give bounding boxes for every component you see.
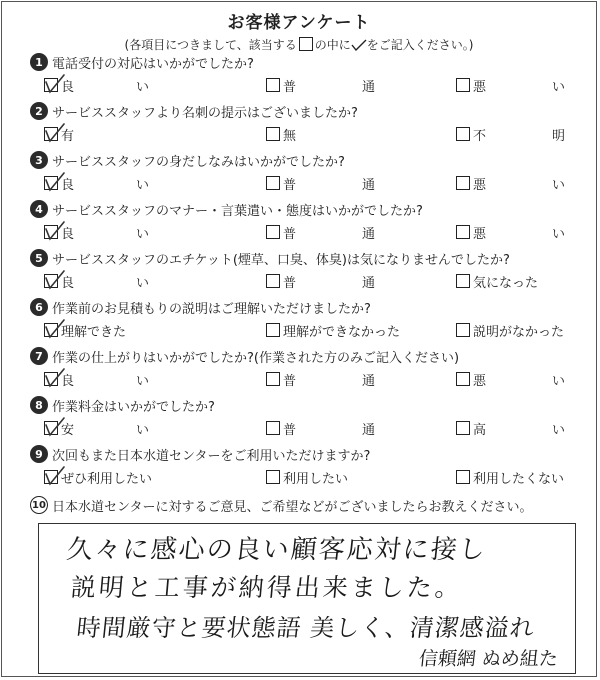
option-label: 説明がなかった — [473, 324, 565, 340]
handwritten-line-1: 久々に感心の良い顧客応対に接し — [65, 535, 489, 565]
checked-checkbox[interactable] — [44, 176, 58, 190]
check-mark-icon — [44, 171, 66, 193]
instructions-text-start: (各項目につきまして、該当する — [124, 38, 297, 52]
handwritten-line-3: 時間厳守と要状態語 美しく、清潔感溢れ — [75, 614, 537, 642]
option-label: 理解できた — [61, 324, 127, 340]
check-mark-icon — [44, 465, 66, 487]
option-label: 良 い — [61, 373, 149, 389]
option-label: 良 い — [61, 177, 149, 193]
question-header — [30, 248, 510, 268]
question-header — [30, 297, 371, 317]
checkbox[interactable] — [266, 421, 280, 435]
check-mark-icon — [44, 318, 66, 340]
answer-option[interactable] — [456, 320, 564, 340]
check-mark-icon — [44, 367, 66, 389]
checkbox[interactable] — [266, 78, 280, 92]
question-number-badge: 10 — [30, 496, 48, 514]
option-label: 悪 い — [473, 373, 565, 389]
checkbox[interactable] — [266, 323, 280, 337]
question-text: 作業前のお見積もりの説明はご理解いただけましたか? — [52, 301, 371, 317]
instructions-text-middle: の中に — [314, 38, 351, 52]
question-number-badge: 7 — [30, 347, 48, 365]
answer-option[interactable] — [456, 173, 565, 193]
question-8 — [0, 395, 596, 443]
question-header — [30, 346, 459, 366]
checked-checkbox[interactable] — [44, 372, 58, 386]
option-label: 良 い — [61, 79, 149, 95]
option-label: 有 — [61, 128, 75, 144]
option-label: 普 通 — [283, 177, 375, 193]
comment-question-text: 日本水道センターに対するご意見、ご希望などがございましたらお教えください。 — [52, 499, 533, 515]
checked-checkbox[interactable] — [44, 470, 58, 484]
comment-question-header — [30, 495, 532, 515]
question-number-badge: 9 — [30, 445, 48, 463]
question-header — [30, 444, 370, 464]
question-7 — [0, 346, 596, 394]
answer-option[interactable] — [44, 75, 149, 95]
question-text: 次回もまた日本水道センターをご利用いただけますか? — [52, 448, 371, 464]
answer-option[interactable] — [266, 320, 400, 340]
answer-option[interactable] — [266, 271, 375, 291]
question-2 — [0, 101, 596, 149]
option-label: 利用したくない — [473, 471, 565, 487]
checkbox[interactable] — [456, 421, 470, 435]
example-checkbox-icon — [299, 37, 313, 51]
question-number-badge: 4 — [30, 200, 48, 218]
checked-checkbox[interactable] — [44, 274, 58, 288]
question-number-badge: 3 — [30, 151, 48, 169]
check-mark-icon — [44, 73, 66, 95]
option-label: 悪 い — [473, 79, 565, 95]
question-number-badge: 6 — [30, 298, 48, 316]
answer-option[interactable] — [266, 173, 375, 193]
answer-option[interactable] — [266, 418, 375, 438]
answer-option[interactable] — [44, 369, 149, 389]
question-text: 作業料金はいかがでしたか? — [52, 399, 215, 415]
option-label: 良 い — [61, 275, 149, 291]
answer-option[interactable] — [44, 271, 149, 291]
answer-option[interactable] — [44, 173, 149, 193]
survey-title: お客様アンケート — [227, 13, 371, 33]
checked-checkbox[interactable] — [44, 78, 58, 92]
question-number-badge: 5 — [30, 249, 48, 267]
checkbox[interactable] — [456, 176, 470, 190]
answer-option[interactable] — [266, 222, 375, 242]
answer-option[interactable] — [44, 222, 149, 242]
checkbox[interactable] — [456, 78, 470, 92]
answer-option[interactable] — [44, 320, 126, 340]
checked-checkbox[interactable] — [44, 323, 58, 337]
question-header — [30, 101, 358, 121]
question-number-badge: 1 — [30, 53, 48, 71]
answer-option[interactable] — [456, 222, 565, 242]
answer-option[interactable] — [456, 271, 538, 291]
instructions-text-end: をご記入ください。) — [366, 38, 474, 52]
question-text: サービススタッフのマナー・言葉遣い・態度はいかがでしたか? — [52, 203, 423, 219]
option-label: 高 い — [473, 422, 565, 438]
question-3 — [0, 150, 596, 198]
answer-option[interactable] — [456, 75, 565, 95]
question-header — [30, 199, 423, 219]
example-check-mark-icon — [351, 39, 367, 51]
checked-checkbox[interactable] — [44, 225, 58, 239]
checkbox[interactable] — [266, 470, 280, 484]
survey-instructions — [2, 36, 596, 53]
answer-option[interactable] — [456, 369, 565, 389]
question-text: 電話受付の対応はいかがでしたか? — [52, 56, 254, 72]
question-9 — [0, 444, 596, 492]
comment-answer-box[interactable] — [38, 523, 576, 674]
answer-option[interactable] — [44, 418, 149, 438]
question-header — [30, 150, 345, 170]
checkbox[interactable] — [266, 127, 280, 141]
answer-option[interactable] — [266, 75, 375, 95]
option-label: 悪 い — [473, 226, 565, 242]
checkbox[interactable] — [456, 274, 470, 288]
option-label: 悪 い — [473, 177, 565, 193]
question-6 — [0, 297, 596, 345]
question-5 — [0, 248, 596, 296]
answer-option[interactable] — [44, 124, 74, 144]
option-label: 普 通 — [283, 226, 375, 242]
checked-checkbox[interactable] — [44, 127, 58, 141]
checkbox[interactable] — [456, 470, 470, 484]
handwritten-line-2: 説明と工事が納得出来ました。 — [69, 573, 465, 602]
option-label: 普 通 — [283, 373, 375, 389]
option-label: ぜひ利用したい — [61, 471, 153, 487]
checkbox[interactable] — [456, 323, 470, 337]
question-header — [30, 395, 215, 415]
question-header — [30, 52, 254, 72]
option-label: 普 通 — [283, 79, 375, 95]
question-text: サービススタッフのエチケット(煙草、口臭、体臭)は気になりませんでしたか? — [52, 252, 510, 268]
option-label: 不 明 — [473, 128, 565, 144]
check-mark-icon — [44, 269, 66, 291]
answer-option[interactable] — [456, 124, 565, 144]
check-mark-icon — [44, 122, 66, 144]
checkbox[interactable] — [456, 225, 470, 239]
checkbox[interactable] — [456, 127, 470, 141]
option-label: 理解ができなかった — [283, 324, 401, 340]
option-label: 安 い — [61, 422, 149, 438]
question-number-badge: 8 — [30, 396, 48, 414]
check-mark-icon — [44, 416, 66, 438]
answer-option[interactable] — [456, 467, 564, 487]
option-label: 無 — [283, 128, 297, 144]
question-text: サービススタッフの身だしなみはいかがでしたか? — [52, 154, 345, 170]
answer-option[interactable] — [266, 467, 348, 487]
answer-option[interactable] — [456, 418, 565, 438]
option-label: 利用したい — [283, 471, 349, 487]
question-text: サービススタッフより名刺の提示はございましたか? — [52, 105, 358, 121]
question-4 — [0, 199, 596, 247]
option-label: 普 通 — [283, 422, 375, 438]
question-1 — [0, 52, 596, 100]
checkbox[interactable] — [456, 372, 470, 386]
answer-option[interactable] — [44, 467, 152, 487]
handwritten-line-4: 信頼網 ぬめ組た — [417, 648, 560, 670]
check-mark-icon — [44, 220, 66, 242]
checkbox[interactable] — [266, 176, 280, 190]
option-label: 気になった — [473, 275, 539, 291]
option-label: 普 通 — [283, 275, 375, 291]
option-label: 良 い — [61, 226, 149, 242]
checked-checkbox[interactable] — [44, 421, 58, 435]
question-text: 作業の仕上がりはいかがでしたか?(作業された方のみご記入ください) — [52, 350, 460, 366]
checkbox[interactable] — [266, 372, 280, 386]
answer-option[interactable] — [266, 369, 375, 389]
answer-option[interactable] — [266, 124, 296, 144]
checkbox[interactable] — [266, 225, 280, 239]
question-number-badge: 2 — [30, 102, 48, 120]
checkbox[interactable] — [266, 274, 280, 288]
